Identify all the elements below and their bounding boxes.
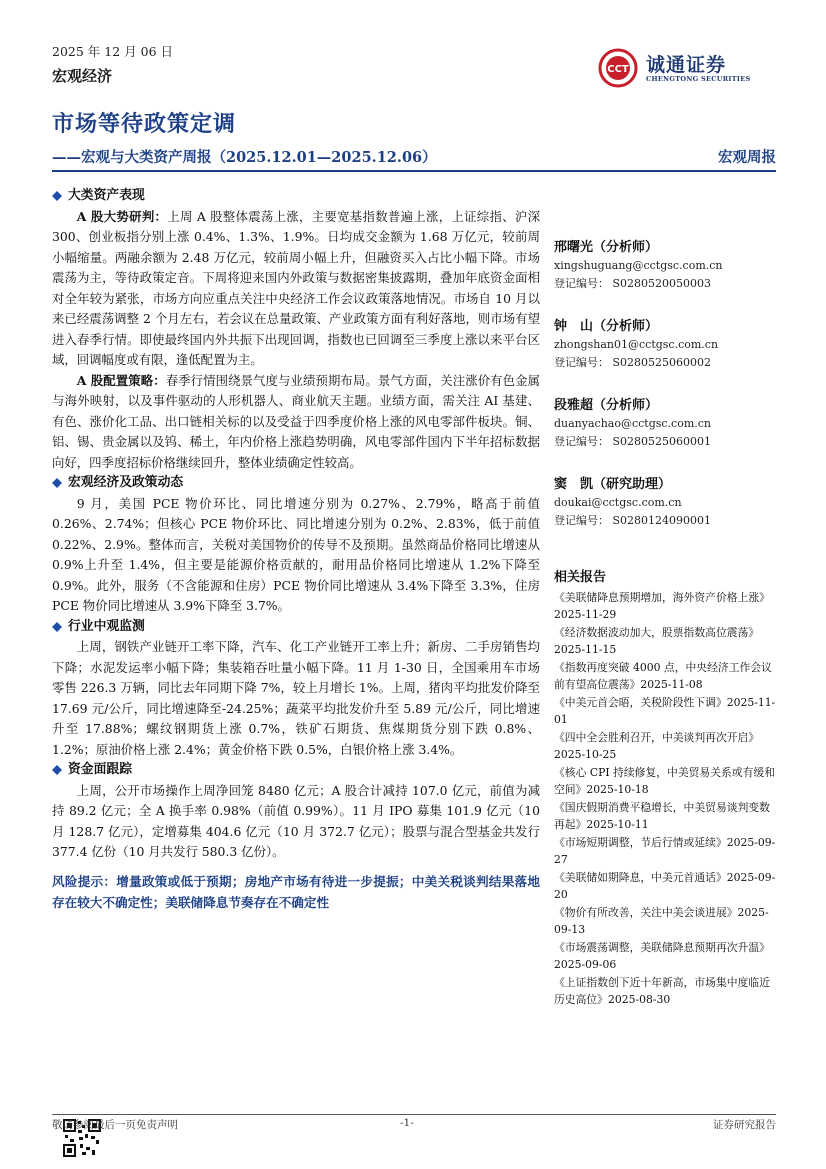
analyst-name: 钟 山（分析师） xyxy=(554,319,659,334)
sidebar xyxy=(554,236,779,1009)
section-heading: 资金面跟踪 xyxy=(52,760,540,781)
analyst-card xyxy=(554,473,779,530)
related-report-link[interactable]: 《上证指数创下近十年新高，市场集中度临近历史高位》2025-08-30 xyxy=(554,976,770,1006)
analyst-registration: 登记编号： S0280124090001 xyxy=(554,514,712,527)
diamond-bullet-icon xyxy=(52,622,62,632)
related-report-link[interactable]: 《四中全会胜利召开，中美谈判再次开启》2025-10-25 xyxy=(554,731,760,761)
analyst-card xyxy=(554,315,779,372)
section-macro-policy xyxy=(52,473,540,617)
diamond-bullet-icon xyxy=(52,765,62,775)
brokerage-logo xyxy=(596,48,751,88)
related-report-link[interactable]: 《国庆假期消费平稳增长，中美贸易谈判变数再起》2025-10-11 xyxy=(554,801,770,831)
section-industry-monitor xyxy=(52,617,540,761)
analyst-registration: 登记编号： S0280525060001 xyxy=(554,435,712,448)
section-liquidity xyxy=(52,760,540,863)
section-heading: 宏观经济及政策动态 xyxy=(52,473,540,494)
analyst-email[interactable]: doukai@cctgsc.com.cn xyxy=(554,496,682,509)
analyst-name: 段雅超（分析师） xyxy=(554,398,659,413)
paragraph: A 股配置策略：春季行情围绕景气度与业绩预期布局。景气方面，关注涨价有色金属与海外映射，以及事件驱动的人形机器人、商业航天主题。业绩方面，需关注 AI 基建、有色、涨价化工品、出口链相关标的以及受益于四季度价格上涨的风电零部件板块。铜、铝、锡、贵金属以及钨、稀土，年内价格上涨趋势明确，风电零部件国内下半年招标数据向好，四季度招标价格继续回升，整体业绩确定性较高。 xyxy=(52,372,541,470)
logo-chinese-name: 诚通证券 xyxy=(646,54,727,76)
paragraph: A 股大势研判：上周 A 股整体震荡上涨，主要宽基指数普遍上涨，上证综指、沪深 300、创业板指分别上涨 0.4%、1.3%、1.9%。日均成交金额为 1.68 万亿元，较前周小幅缩量。两融余额为 2.48 万亿元，较前周小幅上升，但融资买入占比小幅下降。市场震荡为主，等待政策定音。下周将迎来国内外政策与数据密集披露期，叠加年底资金面相对全年较为紧张，市场方向应重点关注中央经济工作会议政策落地情况。市场自 10 月以来已经震荡调整 2 个月左右，若会议在总量政策、产业政策方面有利好落地，则市场有望进入春季行情。即使最终国内外共振下出现回调，指数也已回调至三季度上涨以来平台区域，回调幅度或有限，逢低配置为主。 xyxy=(52,208,540,367)
analyst-email[interactable]: xingshuguang@cctgsc.com.cn xyxy=(554,259,723,272)
analyst-card xyxy=(554,236,779,293)
section-asset-performance xyxy=(52,186,540,473)
analyst-name: 窦 凯（研究助理） xyxy=(554,477,672,492)
related-report-link[interactable]: 《中美元首会晤，关税阶段性下调》2025-11-01 xyxy=(554,696,776,726)
section-heading: 大类资产表现 xyxy=(52,186,540,207)
paragraph: 上周，钢铁产业链开工率下降，汽车、化工产业链开工率上升；新房、二手房销售均下降；水泥发运率小幅下降；集装箱吞吐量小幅下降。11 月 1-30 日，全国乘用车市场零售 226.3 万辆，同比去年同期下降 7%，较上月增长 1%。上周，猪肉平均批发价降至 17.69 元/公斤，同比增速降至-24.25%；蔬菜平均批发价升至 5.89 元/公斤，同比增速升至 17.88%；螺纹钢期货上涨 0.7%，铁矿石期货、焦煤期货分别下跌 0.8%、1.2%；原油价格上涨 2.4%；黄金价格下跌 0.5%，白银价格上涨 3.4%。 xyxy=(52,639,540,757)
related-report-link[interactable]: 《物价有所改善，关注中美会谈进展》2025-09-13 xyxy=(554,906,769,936)
svg-text:CCT: CCT xyxy=(607,64,629,75)
analyst-card xyxy=(554,394,779,451)
section-heading: 行业中观监测 xyxy=(52,617,540,638)
analyst-registration: 登记编号： S0280520050003 xyxy=(554,277,712,290)
related-reports-heading: 相关报告 xyxy=(554,570,607,585)
related-reports-list xyxy=(554,589,779,1008)
related-report-link[interactable]: 《指数再度突破 4000 点，中央经济工作会议前有望高位震荡》2025-11-08 xyxy=(554,661,772,691)
risk-warning: 风险提示：增量政策或低于预期；房地产市场有待进一步提振；中美关税谈判结果落地存在较大不确定性；美联储降息节奏存在不确定性 xyxy=(52,873,540,910)
report-type: 宏观周报 xyxy=(718,149,776,166)
page-title: 市场等待政策定调 xyxy=(52,111,237,137)
cct-logo-icon xyxy=(596,48,640,88)
related-report-link[interactable]: 《美联储降息预期增加，海外资产价格上涨》2025-11-29 xyxy=(554,591,770,621)
footer-divider xyxy=(52,1114,776,1115)
paragraph: 9 月，美国 PCE 物价环比、同比增速分别为 0.27%、2.79%，略高于前值 0.26%、2.74%；但核心 PCE 物价环比、同比增速分别为 0.2%、2.83%，低于前值 0.22%、2.9%。整体而言，关税对美国物价的传导不及预期。虽然商品价格同比增速从 0.9%上升至 1.4%，但主要是能源价格贡献的，耐用品价格同比增速从 1.2%下降至 0.9%。此外，服务（不含能源和住房）PCE 物价同比增速从 3.4%下降至 3.3%，住房 PCE 物价同比增速从 3.9%下降至 3.7%。 xyxy=(52,495,540,613)
analyst-email[interactable]: zhongshan01@cctgsc.com.cn xyxy=(554,338,719,351)
header-divider xyxy=(52,170,776,172)
report-date: 2025 年 12 月 06 日 xyxy=(52,44,173,59)
footer-disclaimer: 敬请参阅最后一页免责声明 xyxy=(52,1119,178,1131)
analyst-registration: 登记编号： S0280525060002 xyxy=(554,356,712,369)
paragraph: 上周，公开市场操作上周净回笼 8480 亿元；A 股合计减持 107.0 亿元，前值为减持 89.2 亿元；全 A 换手率 0.98%（前值 0.99%）。11 月 IPO 募集 101.9 亿元（10 月 128.7 亿元），定增募集 404.6 亿元（10 月 372.7 亿元）；股票与混合型基金共发行 377.4 亿份（10 月共发行 580.3 亿份）。 xyxy=(52,782,540,859)
analyst-email[interactable]: duanyachao@cctgsc.com.cn xyxy=(554,417,712,430)
related-report-link[interactable]: 《市场短期调整，节后行情或延续》2025-09-27 xyxy=(554,836,776,866)
diamond-bullet-icon xyxy=(52,478,62,488)
report-category: 宏观经济 xyxy=(52,67,113,85)
page-subtitle: ——宏观与大类资产周报（2025.12.01—2025.12.06） xyxy=(52,149,437,166)
logo-english-name: CHENGTONG SECURITIES xyxy=(646,75,751,83)
page-number: -1- xyxy=(400,1117,414,1129)
main-content xyxy=(52,186,540,913)
diamond-bullet-icon xyxy=(52,191,62,201)
related-report-link[interactable]: 《经济数据波动加大，股票指数高位震荡》2025-11-15 xyxy=(554,626,760,656)
footer-report-label: 证券研究报告 xyxy=(713,1119,776,1131)
related-report-link[interactable]: 《市场震荡调整，美联储降息预期再次升温》2025-09-06 xyxy=(554,941,770,971)
related-report-link[interactable]: 《核心 CPI 持续修复，中美贸易关系或有缓和空间》2025-10-18 xyxy=(554,766,775,796)
analyst-name: 邢曙光（分析师） xyxy=(554,240,659,255)
related-report-link[interactable]: 《美联储如期降息，中美元首通话》2025-09-20 xyxy=(554,871,776,901)
